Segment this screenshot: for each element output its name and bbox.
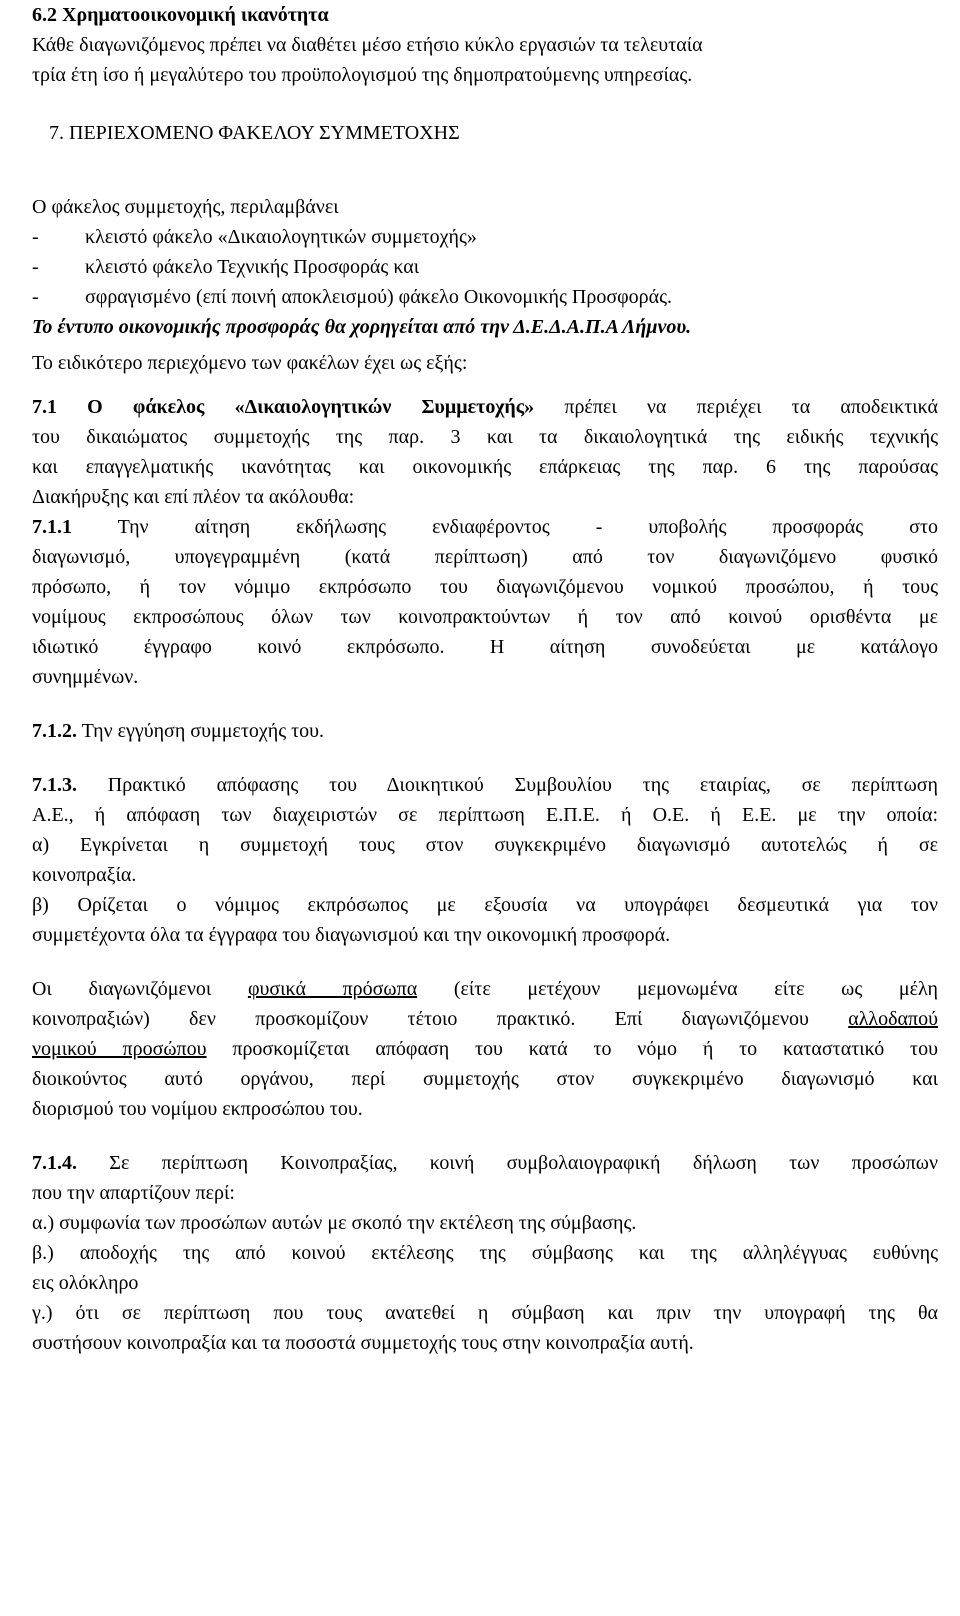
folder-item-text: σφραγισμένο (επί ποινή αποκλεισμού) φάκελο Οικονομικής Προσφοράς. bbox=[85, 286, 673, 308]
folder-item-text: κλειστό φάκελο Τεχνικής Προσφοράς και bbox=[85, 256, 420, 278]
folder-item bbox=[32, 252, 938, 282]
natural-persons-paragraph-line bbox=[32, 1004, 938, 1034]
section-7-1-3-text: Πρακτικό απόφασης του Διοικητικού Συμβουλίου της εταιρίας, σε περίπτωση bbox=[77, 774, 938, 796]
folder-item bbox=[32, 222, 938, 252]
underlined-term: νομικού προσώπου bbox=[32, 1038, 207, 1060]
section-7-1-3-item-b: β) Ορίζεται ο νόμιμος εκπρόσωπος με εξουσία να υπογράφει δεσμευτικά για τον bbox=[32, 894, 938, 916]
financial-form-notice: Το έντυπο οικονομικής προσφοράς θα χορηγείται από την Δ.Ε.Δ.Α.Π.Α Λήμνου. bbox=[32, 316, 692, 338]
section-7-1-1-line: πρόσωπο, ή τον νόμιμο εκπρόσωπο του διαγωνιζόμενου νομικού προσώπου, ή τους bbox=[32, 576, 938, 598]
section-6-2-text-line: Κάθε διαγωνιζόμενος πρέπει να διαθέτει μέσο ετήσιο κύκλο εργασιών τα τελευταία bbox=[32, 34, 703, 56]
dash-bullet: - bbox=[32, 226, 39, 248]
section-7-1-1-line: συνημμένων. bbox=[32, 666, 139, 688]
section-7-1-4-item-a: α.) συμφωνία των προσώπων αυτών με σκοπό την εκτέλεση της σύμβασης. bbox=[32, 1212, 637, 1234]
natural-persons-paragraph-line: διορισμού του νομίμου εκπροσώπου του. bbox=[32, 1098, 363, 1120]
underlined-term: φυσικά πρόσωπα bbox=[247, 978, 418, 1000]
section-7-1-1-line: διαγωνισμό, υπογεγραμμένη (κατά περίπτωση) από τον διαγωνιζόμενο φυσικό bbox=[32, 546, 938, 568]
section-7-1-2-number: 7.1.2. bbox=[32, 720, 77, 742]
natural-persons-paragraph-line: διοικούντος αυτό οργάνου, περί συμμετοχής στον συγκεκριμένο διαγωνισμό και bbox=[32, 1068, 938, 1090]
section-7-1-4-item-c: γ.) ότι σε περίπτωση που τους ανατεθεί η σύμβαση και πριν την υπογραφή της θα bbox=[32, 1302, 938, 1324]
section-7-1-2-line bbox=[32, 716, 938, 746]
section-7-1-3-item-a: α) Εγκρίνεται η συμμετοχή τους στον συγκεκριμένο διαγωνισμό αυτοτελώς ή σε bbox=[32, 834, 938, 856]
dash-bullet: - bbox=[32, 256, 39, 278]
section-7-1-1-line bbox=[32, 512, 938, 542]
paragraph-text: προσκομίζεται απόφαση του κατά το νόμο ή το καταστατικό του bbox=[206, 1038, 938, 1060]
section-7-1-label: 7.1 Ο φάκελος «Δικαιολογητικών Συμμετοχής» bbox=[32, 396, 535, 418]
paragraph-text: κοινοπραξιών) δεν προσκομίζουν τέτοιο πρακτικό. Επί διαγωνιζόμενου bbox=[32, 1008, 849, 1030]
natural-persons-paragraph-line bbox=[32, 1034, 938, 1064]
paragraph-text: (είτε μετέχουν μεμονωμένα είτε ως μέλη bbox=[417, 978, 938, 1000]
section-7-1-3-item-a: κοινοπραξία. bbox=[32, 864, 137, 886]
section-7-1-1-number: 7.1.1 bbox=[32, 516, 72, 538]
section-7-1-line bbox=[32, 392, 938, 422]
section-7-1-4-line bbox=[32, 1148, 938, 1178]
section-7-1-3-line bbox=[32, 770, 938, 800]
paragraph-text: Οι διαγωνιζόμενοι bbox=[32, 978, 248, 1000]
section-7-1-2-text: Την εγγύηση συμμετοχής του. bbox=[77, 720, 325, 742]
section-6-2-title: 6.2 Χρηματοοικονομική ικανότητα bbox=[32, 4, 329, 26]
section-7-1-line: του δικαιώματος συμμετοχής της παρ. 3 και τα δικαιολογητικά της ειδικής τεχνικής bbox=[32, 426, 938, 448]
section-7-1-text: πρέπει να περιέχει τα αποδεικτικά bbox=[534, 396, 938, 418]
folder-intro: Ο φάκελος συμμετοχής, περιλαμβάνει bbox=[32, 196, 339, 218]
section-7-heading: 7. ΠΕΡΙΕΧΟΜΕΝΟ ΦΑΚΕΛΟΥ ΣΥΜΜΕΤΟΧΗΣ bbox=[49, 122, 460, 144]
natural-persons-paragraph-line bbox=[32, 974, 938, 1004]
section-7-1-1-line: ιδιωτικό έγγραφο κοινό εκπρόσωπο. Η αίτηση συνοδεύεται με κατάλογο bbox=[32, 636, 938, 658]
section-7-1-line: Διακήρυξης και επί πλέον τα ακόλουθα: bbox=[32, 486, 355, 508]
section-7-1-3-number: 7.1.3. bbox=[32, 774, 77, 796]
section-7-1-4-item-c: συστήσουν κοινοπραξία και τα ποσοστά συμμετοχής τους στην κοινοπραξία αυτή. bbox=[32, 1332, 694, 1354]
section-7-1-1-text: Την αίτηση εκδήλωσης ενδιαφέροντος - υποβολής προσφοράς στο bbox=[72, 516, 938, 538]
section-7-1-4-text: Σε περίπτωση Κοινοπραξίας, κοινή συμβολαιογραφική δήλωση των προσώπων bbox=[77, 1152, 938, 1174]
underlined-term: αλλοδαπού bbox=[848, 1008, 938, 1030]
folder-item-text: κλειστό φάκελο «Δικαιολογητικών συμμετοχής» bbox=[85, 226, 477, 248]
dash-bullet: - bbox=[32, 286, 39, 308]
section-7-1-4-number: 7.1.4. bbox=[32, 1152, 77, 1174]
section-7-1-4-line: που την απαρτίζουν περί: bbox=[32, 1182, 235, 1204]
section-7-1-line: και επαγγελματικής ικανότητας και οικονομικής επάρκειας της παρ. 6 της παρούσας bbox=[32, 456, 938, 478]
folder-item bbox=[32, 282, 938, 312]
section-7-1-4-item-b: εις ολόκληρο bbox=[32, 1272, 139, 1294]
section-7-1-3-item-b: συμμετέχοντα όλα τα έγγραφα του διαγωνισμού και την οικονομική προσφορά. bbox=[32, 924, 671, 946]
section-6-2-text-line: τρία έτη ίσο ή μεγαλύτερο του προϋπολογισμού της δημοπρατούμενης υπηρεσίας. bbox=[32, 64, 693, 86]
folders-content-intro: Το ειδικότερο περιεχόμενο των φακέλων έχει ως εξής: bbox=[32, 352, 468, 374]
section-7-1-1-line: νομίμους εκπροσώπους όλων των κοινοπρακτούντων ή τον από κοινού ορισθέντα με bbox=[32, 606, 938, 628]
section-7-1-4-item-b: β.) αποδοχής της από κοινού εκτέλεσης της σύμβασης και της αλληλέγγυας ευθύνης bbox=[32, 1242, 938, 1264]
section-7-1-3-line: Α.Ε., ή απόφαση των διαχειριστών σε περίπτωση Ε.Π.Ε. ή Ο.Ε. ή Ε.Ε. με την οποία: bbox=[32, 804, 938, 826]
